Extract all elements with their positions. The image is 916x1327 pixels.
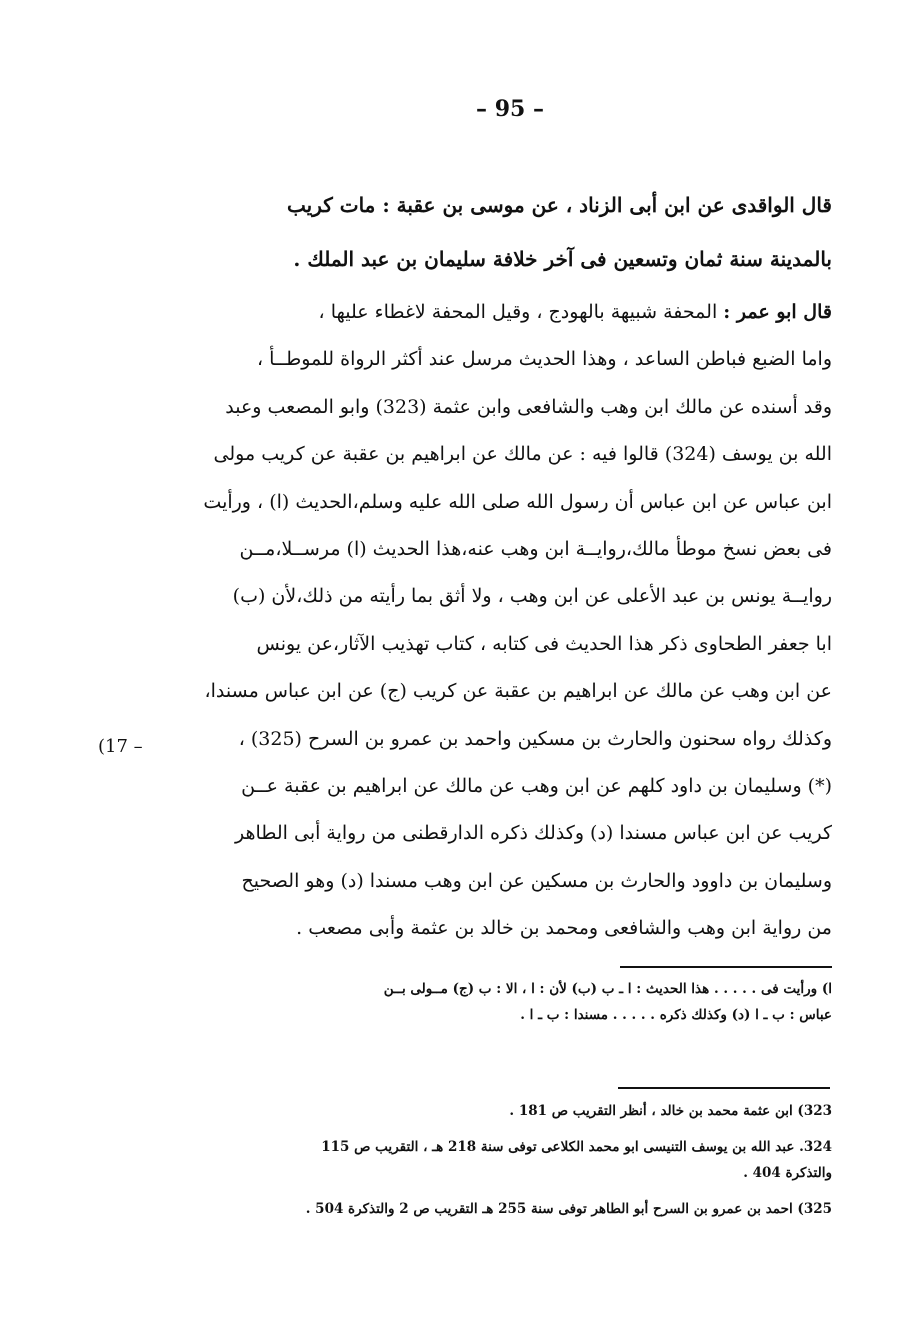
footnote-325 <box>172 1196 832 1222</box>
paragraph-2 <box>178 289 832 952</box>
text-line: ابن عباس عن ابن عباس أن رسول الله صلى الله عليه وسلم،الحديث (ا) ، ورأيت <box>203 490 832 513</box>
footnote-divider <box>620 966 832 968</box>
paragraph-lead-rest: المحفة شبيهة بالهودج ، وقيل المحفة لاغطاء عليها ، <box>318 301 724 323</box>
text-line: من رواية ابن وهب والشافعى ومحمد بن خالد بن عثمة وأبى مصعب . <box>296 917 832 940</box>
text-line: قال الواقدى عن ابن أبى الزناد ، عن موسى بن عقبة : مات كريب <box>287 193 832 217</box>
text-line: عن ابن وهب عن مالك عن ابراهيم بن عقبة عن كريب (ج) عن ابن عباس مسندا، <box>204 680 832 703</box>
footnote-line: والتذكرة 404 . <box>743 1165 832 1181</box>
footnote-line: 325) احمد بن عمرو بن السرح أبو الطاهر توفى سنة 255 هـ التقريب ص 2 والتذكرة 504 . <box>305 1201 832 1217</box>
text-line: وسليمان بن داوود والحارث بن مسكين عن ابن وهب مسندا (د) وهو الصحيح <box>241 869 832 892</box>
footnote-324 <box>172 1134 832 1186</box>
footnotes-letters <box>172 976 832 1028</box>
text-line: واما الضبع فباطن الساعد ، وهذا الحديث مرسل عند أكثر الرواة للموطــأ ، <box>257 348 832 371</box>
footnotes-numbered <box>172 1098 832 1232</box>
text-line: كريب عن ابن عباس مسندا (د) وكذلك ذكره الدارقطنى من رواية أبى الطاهر <box>235 822 832 845</box>
text-line: روايــة يونس بن عبد الأعلى عن ابن وهب ، ولا أثق بما رأيته من ذلك،لأن (ب) <box>232 585 832 608</box>
footnote-line: 323) ابن عثمة محمد بن خالد ، أنظر التقريب ص 181 . <box>509 1103 832 1119</box>
text-line: (*) وسليمان بن داود كلهم عن ابن وهب عن مالك عن ابراهيم بن عقبة عــن <box>241 774 832 797</box>
text-line: فى بعض نسخ موطأ مالك،روايــة ابن وهب عنه،هذا الحديث (ا) مرســلا،مــن <box>239 537 832 560</box>
footnote-line: ا) ورأيت فى . . . . . هذا الحديث : ا ـ ب (ب) لأن : ا ، الا : ب (ج) مــولى بــن <box>383 981 832 997</box>
margin-note: (17 – <box>98 736 143 757</box>
text-line: وكذلك رواه سحنون والحارث بن مسكين واحمد بن عمرو بن السرح (325) ، <box>238 727 832 750</box>
footnote-line: عباس : ب ـ ا (د) وكذلك ذكره . . . . . مسندا : ب ـ ا . <box>520 1007 832 1023</box>
text-line <box>178 289 832 336</box>
footnote-323 <box>172 1098 832 1124</box>
text-line: الله بن يوسف (324) قالوا فيه : عن مالك عن ابراهيم بن عقبة عن كريب مولى <box>213 443 832 466</box>
footnote-divider <box>618 1087 830 1089</box>
paragraph-1 <box>178 178 832 286</box>
footnote-line: 324. عبد الله بن يوسف التنيسى ابو محمد الكلاعى توفى سنة 218 هـ ، التقريب ص 115 <box>321 1139 832 1155</box>
page-number: – 95 – <box>476 96 544 122</box>
text-line: بالمدينة سنة ثمان وتسعين فى آخر خلافة سليمان بن عبد الملك . <box>293 247 832 271</box>
text-line: وقد أسنده عن مالك ابن وهب والشافعى وابن عثمة (323) وابو المصعب وعبد <box>225 395 832 418</box>
text-line: ابا جعفر الطحاوى ذكر هذا الحديث فى كتابه ، كتاب تهذيب الآثار،عن يونس <box>256 632 832 655</box>
paragraph-lead: قال ابو عمر : <box>723 301 832 323</box>
